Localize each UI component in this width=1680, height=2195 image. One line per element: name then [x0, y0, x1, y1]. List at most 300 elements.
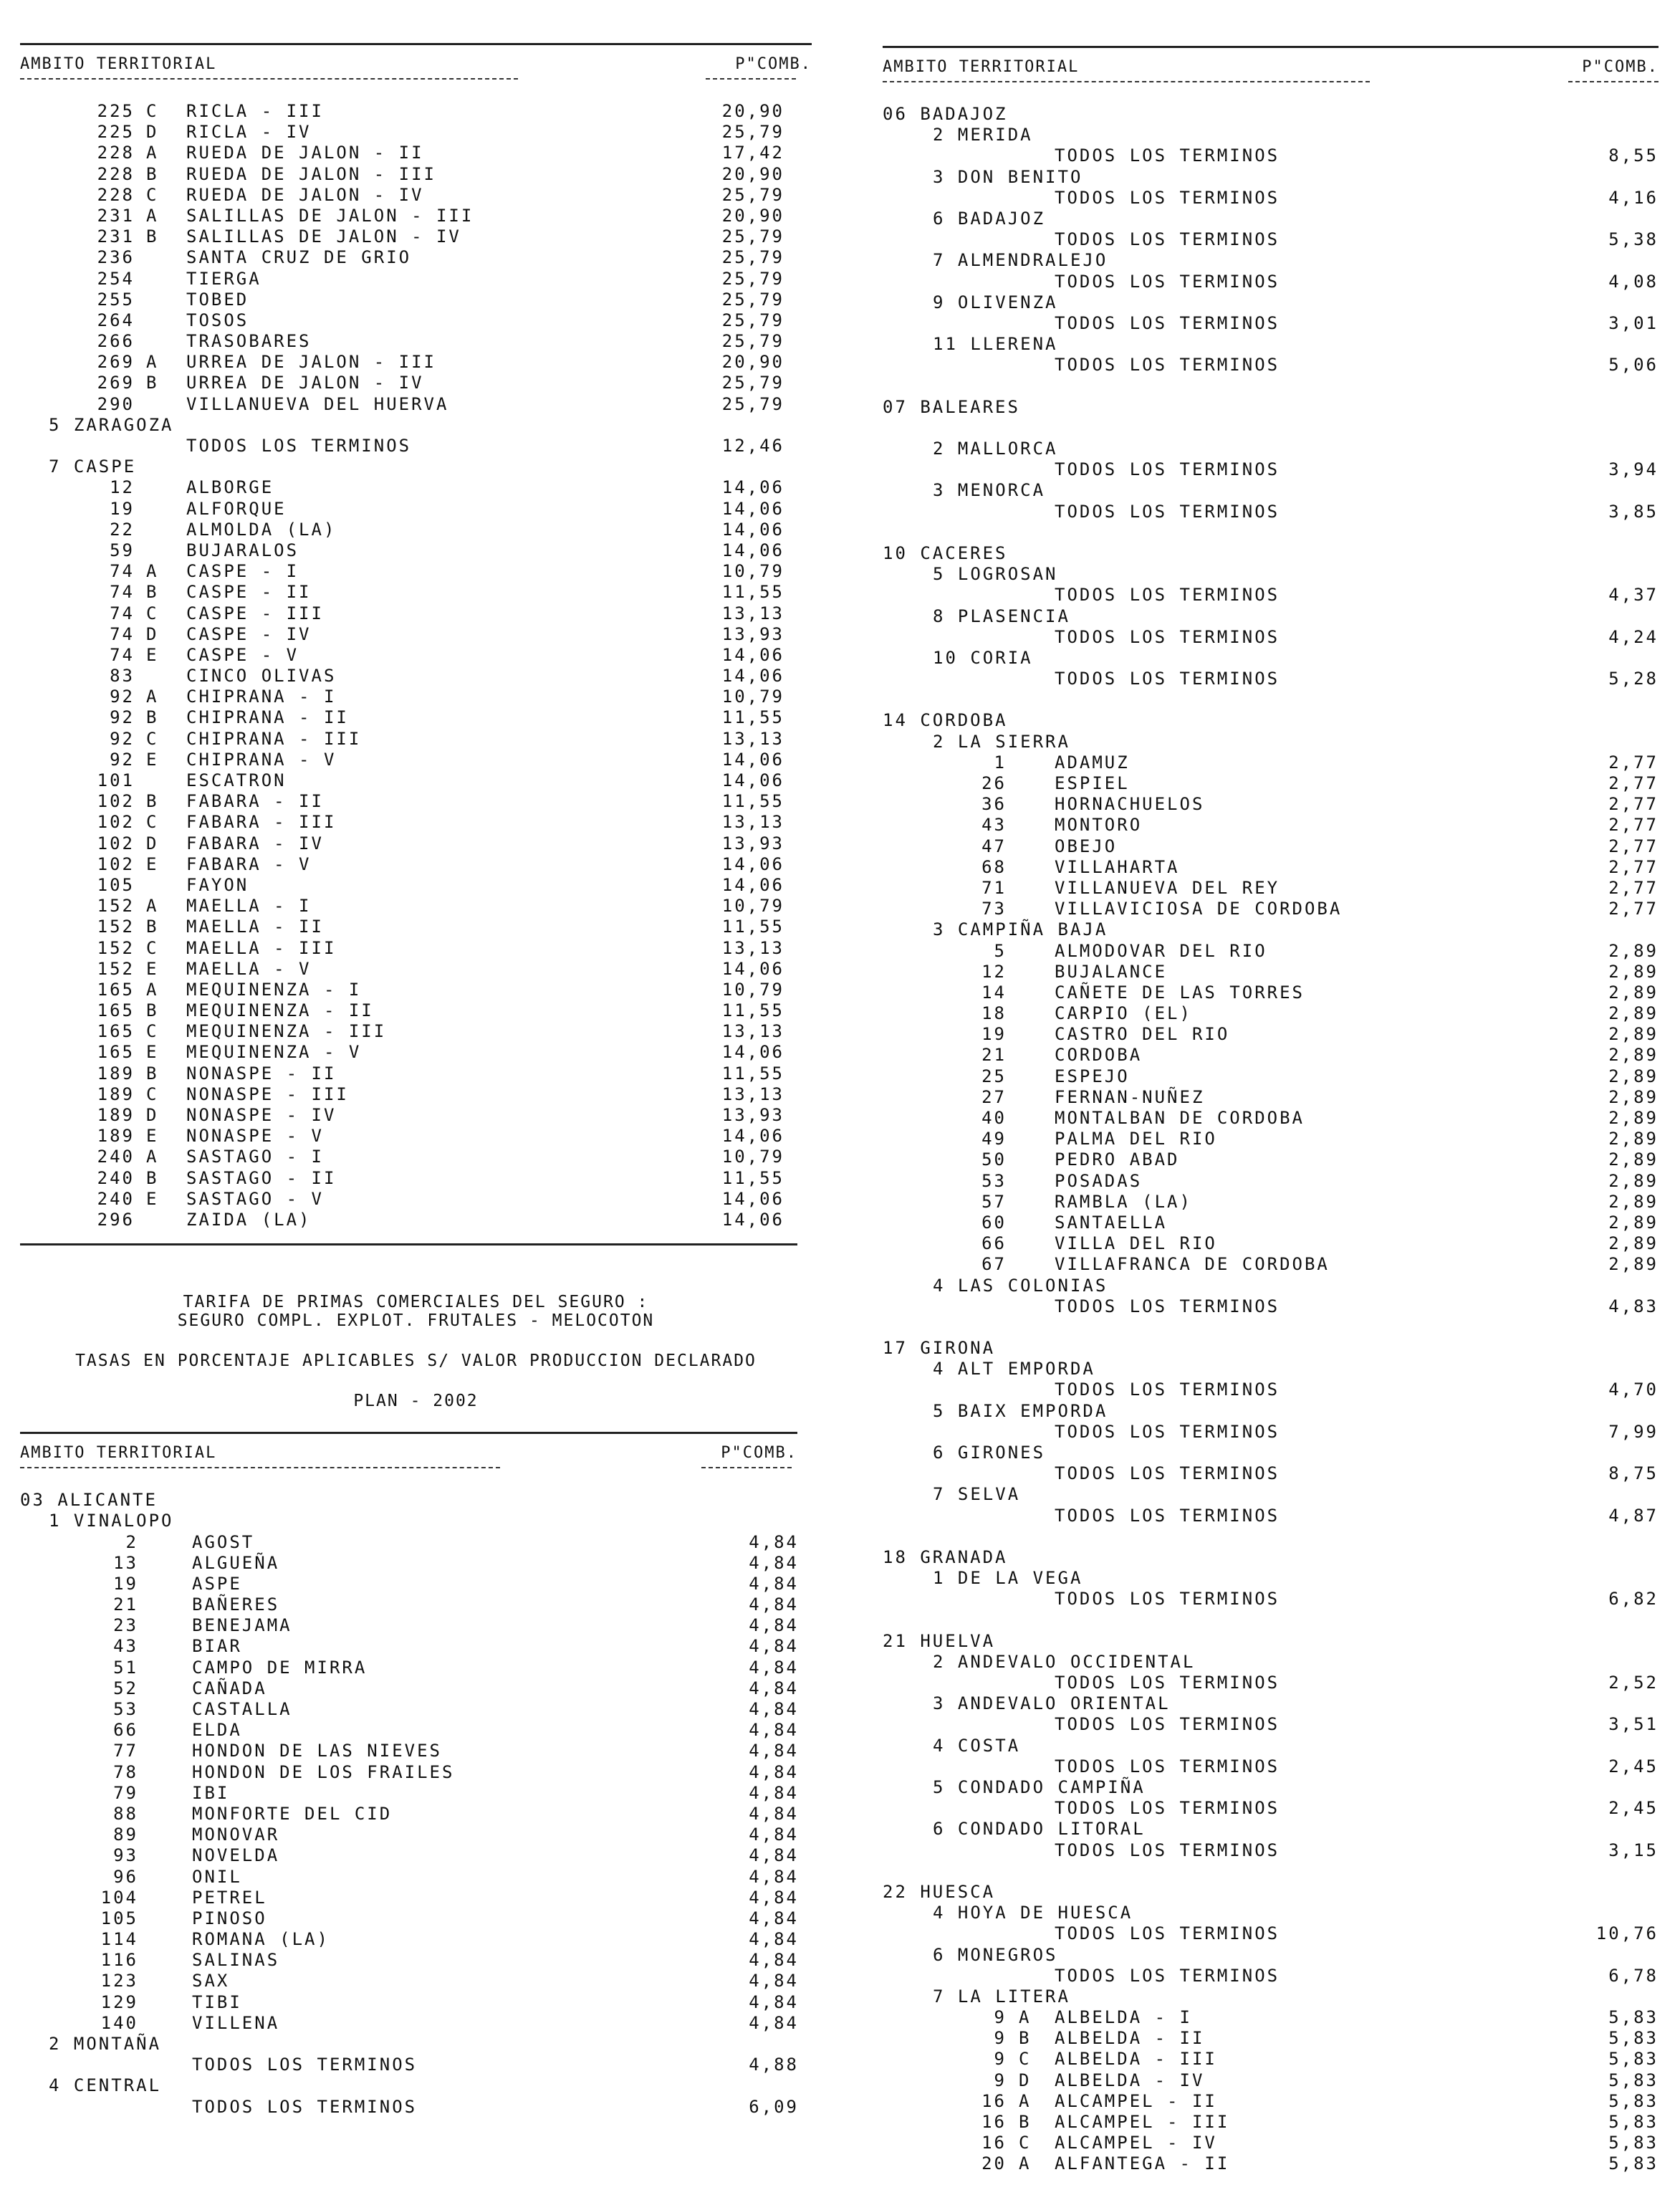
spacer-row	[883, 418, 1659, 439]
municipality-name: RICLA - III	[186, 101, 324, 121]
region-row	[883, 480, 1659, 501]
rate-value: 25,79	[721, 289, 784, 310]
municipality-name: MEQUINENZA - V	[186, 1042, 362, 1063]
header-pcomb: P"COMB.	[1582, 58, 1659, 76]
rate-value: 13,13	[721, 812, 784, 833]
all-terms-row	[883, 502, 1659, 522]
municipality-name: TOSOS	[186, 310, 249, 330]
rate-value: 13,93	[721, 1105, 784, 1125]
municipality-name: CHIPRANA - I	[186, 687, 337, 707]
municipality-code: 240	[97, 1167, 135, 1188]
rate-value: 10,79	[721, 896, 784, 917]
municipality-row	[20, 1992, 812, 2013]
municipality-name: SALILLAS DE JALON - IV	[186, 226, 461, 247]
municipality-name: CARPIO (EL)	[1055, 1003, 1192, 1024]
province-label: 17 GIRONA	[883, 1338, 996, 1359]
municipality-row	[20, 1210, 812, 1230]
municipality-row	[20, 352, 812, 373]
municipality-name: MONFORTE DEL CID	[192, 1803, 393, 1824]
municipality-name: MAELLA - V	[186, 958, 312, 979]
municipality-code: 14	[981, 982, 1007, 1003]
province-label: 06 BADAJOZ	[883, 104, 1008, 124]
rate-value: 14,06	[721, 958, 784, 979]
province-row	[883, 397, 1659, 418]
municipality-code: 152	[97, 958, 135, 979]
municipality-name: CAÑADA	[192, 1678, 267, 1698]
municipality-row	[883, 752, 1659, 773]
rate-value: 2,77	[1608, 794, 1659, 815]
all-terms-row	[883, 145, 1659, 166]
tariff-subtitle: TASAS EN PORCENTAJE APLICABLES S/ VALOR PRODUCCION DECLARADO	[75, 1352, 757, 1371]
municipality-subcode: C	[146, 603, 159, 623]
rate-value: 2,89	[1608, 940, 1659, 961]
municipality-row	[20, 143, 812, 163]
municipality-name: ALBELDA - I	[1055, 2007, 1192, 2028]
municipality-name: ZAIDA (LA)	[186, 1209, 312, 1230]
municipality-name: BUJALANCE	[1055, 961, 1168, 982]
municipality-name: FABARA - IV	[186, 833, 324, 853]
rate-value: 25,79	[721, 122, 784, 143]
all-terms-row	[20, 436, 812, 456]
rate-value: 4,88	[749, 2055, 799, 2075]
municipality-code: 189	[97, 1063, 135, 1084]
all-terms-row	[883, 1923, 1659, 1944]
municipality-row	[883, 2049, 1659, 2070]
rate-value: 3,51	[1608, 1714, 1659, 1735]
municipality-subcode: A	[1019, 2007, 1032, 2028]
all-terms-row	[20, 2097, 812, 2118]
region-row	[883, 334, 1659, 355]
municipality-name: FERNAN-NUÑEZ	[1055, 1086, 1205, 1107]
region-label: 5 BAIX EMPORDA	[933, 1400, 1108, 1421]
municipality-subcode: C	[146, 1021, 159, 1042]
municipality-row	[20, 164, 812, 185]
municipality-row	[20, 791, 812, 812]
municipality-code: 269	[97, 373, 135, 393]
municipality-row	[20, 1615, 812, 1636]
municipality-row	[20, 1867, 812, 1888]
municipality-row	[20, 1658, 812, 1678]
data-table-provinces	[883, 104, 1659, 2175]
municipality-name: FABARA - II	[186, 791, 324, 812]
municipality-name: BENEJAMA	[192, 1615, 292, 1636]
municipality-name: TIBI	[192, 1991, 242, 2012]
rate-value: 4,84	[749, 1531, 799, 1552]
municipality-row	[20, 1000, 812, 1021]
municipality-name: NONASPE - III	[186, 1084, 349, 1104]
municipality-name: VILLAHARTA	[1055, 856, 1180, 877]
municipality-code: 78	[113, 1761, 138, 1782]
rate-value: 2,89	[1608, 982, 1659, 1003]
region-label: 4 COSTA	[933, 1735, 1021, 1756]
municipality-name: AGOST	[192, 1531, 255, 1552]
municipality-row	[20, 499, 812, 520]
province-row	[883, 1547, 1659, 1568]
rate-value: 3,15	[1608, 1840, 1659, 1860]
rate-value: 25,79	[721, 310, 784, 330]
municipality-subcode: B	[146, 582, 159, 603]
rate-value: 14,06	[721, 540, 784, 560]
all-terms-row	[883, 1379, 1659, 1400]
tariff-title-2: SEGURO COMPL. EXPLOT. FRUTALES - MELOCOTON	[177, 1311, 655, 1331]
municipality-subcode: A	[146, 143, 159, 163]
header-ambito: AMBITO TERRITORIAL	[883, 58, 1080, 76]
municipality-subcode: B	[146, 707, 159, 728]
municipality-name: NOVELDA	[192, 1845, 280, 1866]
rate-value: 4,84	[749, 1594, 799, 1615]
header-underline	[883, 81, 1370, 82]
all-terms-row	[883, 459, 1659, 480]
rate-value: 25,79	[721, 184, 784, 205]
rate-value: 4,84	[749, 1803, 799, 1824]
region-row	[883, 1359, 1659, 1379]
rate-value: 5,06	[1608, 355, 1659, 376]
rate-value: 2,89	[1608, 1170, 1659, 1191]
municipality-row	[20, 645, 812, 666]
municipality-code: 123	[100, 1971, 138, 1991]
municipality-code: 66	[981, 1233, 1007, 1254]
municipality-subcode: E	[146, 958, 159, 979]
municipality-row	[20, 1678, 812, 1699]
municipality-row	[20, 624, 812, 645]
municipality-subcode: A	[146, 979, 159, 1000]
rate-value: 4,84	[749, 1950, 799, 1971]
municipality-code: 74	[110, 623, 135, 644]
municipality-row	[20, 1720, 812, 1741]
municipality-subcode: E	[146, 644, 159, 665]
region-label: 3 DON BENITO	[933, 166, 1083, 187]
rate-value: 4,84	[749, 1971, 799, 1991]
municipality-name: RUEDA DE JALON - IV	[186, 184, 424, 205]
municipality-name: PALMA DEL RIO	[1055, 1129, 1217, 1149]
municipality-subcode: D	[1019, 2070, 1032, 2090]
municipality-name: RICLA - IV	[186, 122, 312, 143]
municipality-subcode: D	[146, 623, 159, 644]
municipality-name: ROMANA (LA)	[192, 1929, 330, 1950]
municipality-name: PETREL	[192, 1887, 267, 1908]
rate-value: 11,55	[721, 917, 784, 937]
municipality-row	[883, 2133, 1659, 2153]
municipality-name: ALBELDA - III	[1055, 2049, 1217, 2070]
region-row	[883, 606, 1659, 627]
municipality-name: TIERGA	[186, 268, 261, 289]
rate-value: 20,90	[721, 101, 784, 121]
municipality-code: 102	[97, 833, 135, 853]
municipality-row	[20, 226, 812, 247]
all-terms-label: TODOS LOS TERMINOS	[1055, 1714, 1280, 1735]
rate-value: 4,84	[749, 1761, 799, 1782]
municipality-row	[20, 1741, 812, 1761]
municipality-name: SASTAGO - I	[186, 1147, 324, 1167]
rate-value: 6,78	[1608, 1965, 1659, 1986]
municipality-name: MONTALBAN DE CORDOBA	[1055, 1108, 1305, 1128]
municipality-row	[20, 666, 812, 687]
rate-value: 13,13	[721, 603, 784, 623]
municipality-row	[883, 2007, 1659, 2028]
rate-value: 2,89	[1608, 1066, 1659, 1086]
municipality-code: 152	[97, 917, 135, 937]
municipality-code: 49	[981, 1129, 1007, 1149]
rate-value: 2,89	[1608, 1212, 1659, 1233]
municipality-code: 27	[981, 1086, 1007, 1107]
municipality-code: 53	[113, 1699, 138, 1719]
region-label: 7 CASPE	[49, 456, 137, 477]
municipality-row	[20, 1574, 812, 1594]
municipality-subcode: A	[1019, 2153, 1032, 2174]
all-terms-row	[883, 1966, 1659, 1986]
municipality-code: 89	[113, 1825, 138, 1845]
municipality-name: ALFORQUE	[186, 498, 287, 519]
municipality-code: 22	[110, 519, 135, 540]
rate-value: 2,89	[1608, 1045, 1659, 1066]
rate-value: 11,55	[721, 1167, 784, 1188]
municipality-name: HORNACHUELOS	[1055, 794, 1205, 815]
municipality-row	[20, 582, 812, 603]
all-terms-label: TODOS LOS TERMINOS	[192, 2096, 418, 2117]
municipality-row	[883, 1066, 1659, 1087]
all-terms-row	[883, 1422, 1659, 1443]
region-label: 2 MALLORCA	[933, 439, 1058, 459]
municipality-code: 47	[981, 836, 1007, 856]
municipality-code: 165	[97, 1000, 135, 1021]
rate-value: 8,75	[1608, 1463, 1659, 1484]
rate-value: 5,83	[1608, 2007, 1659, 2028]
municipality-row	[883, 773, 1659, 794]
rate-value: 12,46	[721, 436, 784, 456]
municipality-row	[20, 394, 812, 415]
municipality-name: MAELLA - II	[186, 917, 324, 937]
rate-value: 5,83	[1608, 2049, 1659, 2070]
municipality-name: SAX	[192, 1971, 230, 1991]
region-row	[883, 1736, 1659, 1756]
region-label: 10 CORIA	[933, 647, 1033, 668]
municipality-subcode: C	[1019, 2049, 1032, 2070]
municipality-name: ALMODOVAR DEL RIO	[1055, 940, 1267, 961]
municipality-code: 231	[97, 205, 135, 226]
municipality-row	[883, 2070, 1659, 2091]
municipality-subcode: C	[146, 1084, 159, 1104]
municipality-subcode: B	[1019, 2028, 1032, 2049]
all-terms-label: TODOS LOS TERMINOS	[1055, 1798, 1280, 1819]
municipality-name: ALBELDA - IV	[1055, 2070, 1205, 2090]
municipality-row	[20, 269, 812, 290]
all-terms-row	[883, 669, 1659, 689]
province-label: 14 CORDOBA	[883, 710, 1008, 731]
rate-value: 4,84	[749, 2012, 799, 2033]
municipality-name: SALILLAS DE JALON - III	[186, 205, 474, 226]
municipality-code: 102	[97, 791, 135, 812]
municipality-row	[20, 1532, 812, 1553]
province-row	[883, 1882, 1659, 1903]
rate-value: 2,89	[1608, 961, 1659, 982]
municipality-subcode: E	[146, 1126, 159, 1147]
municipality-row	[883, 1129, 1659, 1149]
municipality-code: 96	[113, 1866, 138, 1887]
municipality-subcode: B	[146, 1000, 159, 1021]
region-label: 4 ALT EMPORDA	[933, 1359, 1095, 1379]
municipality-row	[20, 1021, 812, 1042]
municipality-subcode: B	[146, 917, 159, 937]
municipality-row	[883, 1108, 1659, 1129]
rate-value: 4,84	[749, 1825, 799, 1845]
municipality-name: MONTORO	[1055, 815, 1143, 836]
table-header	[883, 48, 1659, 81]
province-row	[883, 710, 1659, 731]
municipality-code: 93	[113, 1845, 138, 1866]
municipality-subcode: E	[146, 1188, 159, 1209]
municipality-subcode: D	[146, 122, 159, 143]
municipality-subcode: C	[146, 184, 159, 205]
municipality-code: 114	[100, 1929, 138, 1950]
rate-value: 11,55	[721, 707, 784, 728]
municipality-code: 36	[981, 794, 1007, 815]
province-label: 21 HUELVA	[883, 1630, 996, 1651]
province-row	[883, 1631, 1659, 1652]
rate-value: 14,06	[721, 853, 784, 874]
municipality-row	[20, 1971, 812, 1991]
municipality-code: 189	[97, 1084, 135, 1104]
region-label: 2 LA SIERRA	[933, 731, 1070, 752]
rate-value: 5,83	[1608, 2153, 1659, 2174]
all-terms-label: TODOS LOS TERMINOS	[192, 2055, 418, 2075]
municipality-code: 50	[981, 1149, 1007, 1170]
municipality-row	[20, 1105, 812, 1126]
region-label: 5 CONDADO CAMPIÑA	[933, 1777, 1146, 1797]
municipality-code: 67	[981, 1254, 1007, 1275]
municipality-row	[20, 603, 812, 624]
rate-value: 4,84	[749, 1615, 799, 1636]
rate-value: 3,85	[1608, 501, 1659, 522]
rate-value: 4,84	[749, 1741, 799, 1761]
municipality-code: 60	[981, 1212, 1007, 1233]
municipality-code: 51	[113, 1657, 138, 1678]
province-row	[883, 104, 1659, 125]
municipality-code: 92	[110, 707, 135, 728]
municipality-row	[20, 1845, 812, 1866]
municipality-name: FAYON	[186, 874, 249, 895]
municipality-name: MEQUINENZA - III	[186, 1021, 387, 1042]
municipality-code: 9	[994, 2007, 1007, 2028]
province-row	[883, 543, 1659, 564]
municipality-code: 12	[110, 477, 135, 498]
municipality-code: 74	[110, 582, 135, 603]
rate-value: 14,06	[721, 1042, 784, 1063]
header-pcomb: P"COMB.	[735, 55, 812, 73]
municipality-code: 105	[97, 874, 135, 895]
rate-value: 13,93	[721, 623, 784, 644]
rate-value: 14,06	[721, 644, 784, 665]
municipality-code: 231	[97, 226, 135, 247]
municipality-row	[20, 561, 812, 582]
rate-value: 5,83	[1608, 2070, 1659, 2090]
all-terms-label: TODOS LOS TERMINOS	[1055, 1296, 1280, 1316]
rate-value: 2,89	[1608, 1149, 1659, 1170]
municipality-name: ALBELDA - II	[1055, 2028, 1205, 2049]
municipality-code: 102	[97, 812, 135, 833]
rate-value: 4,84	[749, 1866, 799, 1887]
rate-value: 2,45	[1608, 1798, 1659, 1819]
municipality-row	[883, 1045, 1659, 1066]
rate-value: 14,06	[721, 874, 784, 895]
region-row	[883, 1986, 1659, 2007]
rate-value: 7,99	[1608, 1421, 1659, 1442]
municipality-row	[20, 750, 812, 770]
region-row	[20, 415, 812, 436]
municipality-name: CHIPRANA - V	[186, 749, 337, 770]
municipality-subcode: A	[146, 896, 159, 917]
rate-value: 13,93	[721, 833, 784, 853]
municipality-name: ESPEJO	[1055, 1066, 1130, 1086]
municipality-code: 290	[97, 393, 135, 414]
municipality-row	[883, 1024, 1659, 1045]
all-terms-row	[20, 2055, 812, 2075]
all-terms-row	[883, 1840, 1659, 1861]
municipality-subcode: A	[146, 352, 159, 373]
region-label: 5 ZARAGOZA	[49, 414, 174, 435]
all-terms-label: TODOS LOS TERMINOS	[1055, 271, 1280, 292]
all-terms-label: TODOS LOS TERMINOS	[186, 436, 412, 456]
municipality-name: BAÑERES	[192, 1594, 280, 1615]
region-label: 5 LOGROSAN	[933, 564, 1058, 585]
region-label: 4 LAS COLONIAS	[933, 1275, 1108, 1296]
region-label: 7 SELVA	[933, 1484, 1021, 1505]
region-label: 7 ALMENDRALEJO	[933, 250, 1108, 271]
all-terms-row	[883, 585, 1659, 606]
municipality-code: 68	[981, 856, 1007, 877]
region-row	[20, 2034, 812, 2055]
municipality-code: 152	[97, 937, 135, 958]
municipality-name: VILLAVICIOSA DE CORDOBA	[1055, 899, 1343, 919]
municipality-row	[20, 770, 812, 791]
municipality-row	[20, 896, 812, 917]
all-terms-row	[883, 1463, 1659, 1484]
municipality-name: ASPE	[192, 1573, 242, 1594]
rate-value: 4,84	[749, 1720, 799, 1741]
rate-value: 5,83	[1608, 2028, 1659, 2049]
all-terms-label: TODOS LOS TERMINOS	[1055, 229, 1280, 250]
rate-value: 4,87	[1608, 1505, 1659, 1526]
municipality-code: 240	[97, 1147, 135, 1167]
rate-value: 14,06	[721, 770, 784, 790]
municipality-row	[20, 540, 812, 561]
municipality-code: 52	[113, 1678, 138, 1698]
rate-value: 25,79	[721, 331, 784, 352]
municipality-row	[20, 520, 812, 540]
municipality-row	[20, 729, 812, 750]
municipality-code: 189	[97, 1105, 135, 1125]
municipality-name: CHIPRANA - II	[186, 707, 349, 728]
region-label: 6 MONEGROS	[933, 1944, 1058, 1965]
municipality-code: 92	[110, 728, 135, 749]
rate-value: 5,83	[1608, 2112, 1659, 2132]
region-row	[883, 167, 1659, 188]
municipality-name: PEDRO ABAD	[1055, 1149, 1180, 1170]
municipality-row	[20, 833, 812, 854]
region-row	[20, 456, 812, 477]
table-header	[20, 1434, 812, 1467]
municipality-subcode: E	[146, 749, 159, 770]
municipality-row	[20, 247, 812, 268]
municipality-name: MAELLA - III	[186, 937, 337, 958]
municipality-row	[20, 1762, 812, 1783]
rate-value: 11,55	[721, 582, 784, 603]
municipality-name: CASPE - IV	[186, 623, 312, 644]
municipality-subcode: B	[1019, 2112, 1032, 2132]
region-row	[883, 1945, 1659, 1966]
all-terms-label: TODOS LOS TERMINOS	[1055, 1923, 1280, 1944]
municipality-name: CASTRO DEL RIO	[1055, 1024, 1230, 1045]
rate-value: 4,84	[749, 1636, 799, 1657]
